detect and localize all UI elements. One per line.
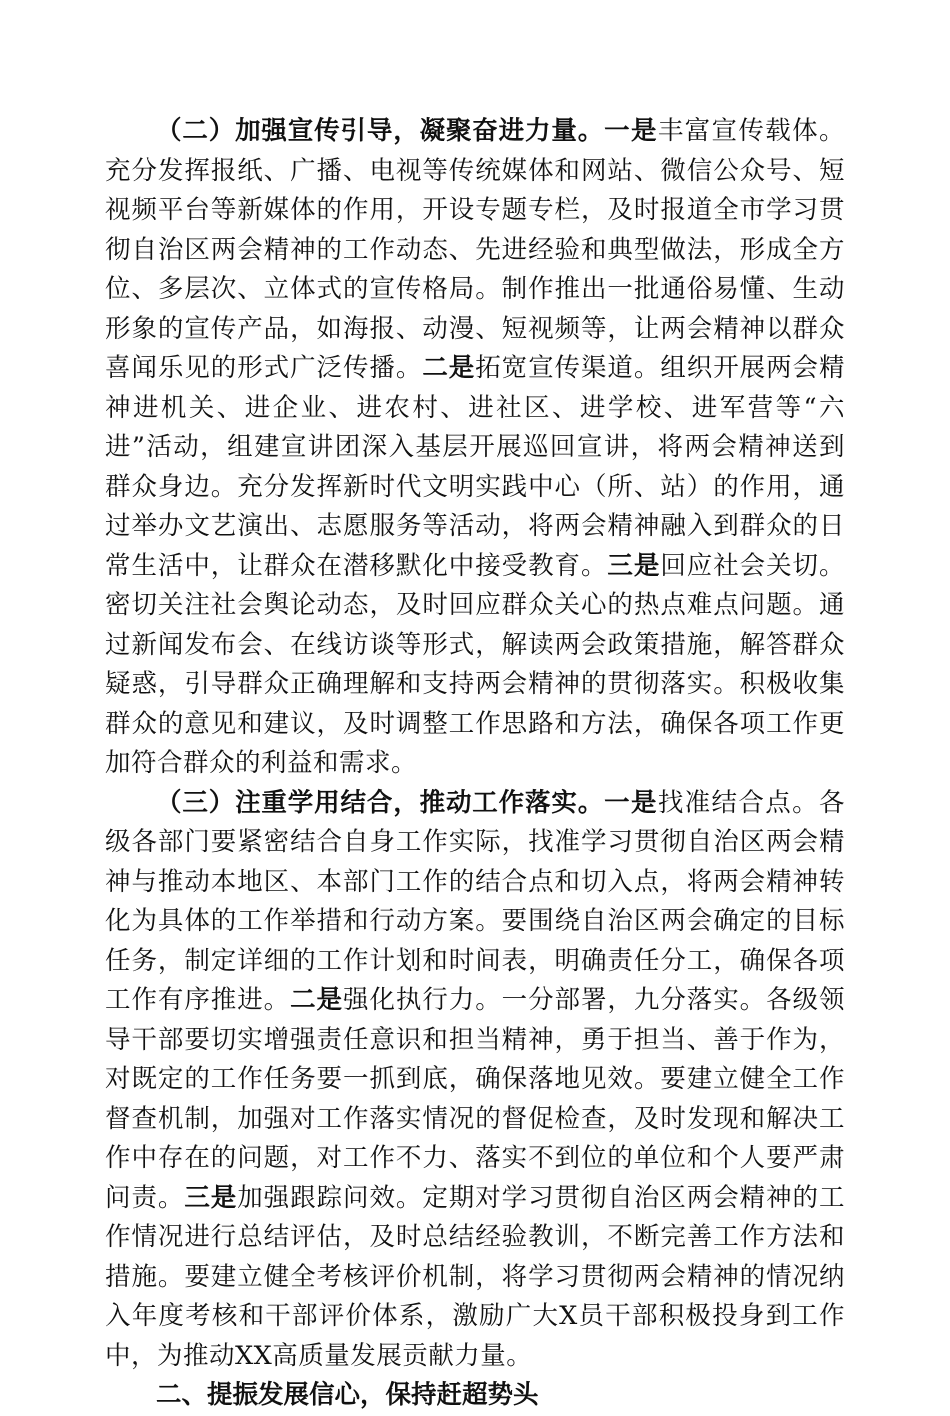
point-text-1: 丰富宣传载体。充分发挥报纸、广播、电视等传统媒体和网站、微信公众号、短视频平台等新媒体的作用，开设专题专栏，及时报道全市学习贯彻自治区两会精神的工作动态、先进经验和典型做法，形成全方位、多层次、立体式的宣传格局。制作推出一批通俗易懂、生动形象的宣传产品，如海报、动漫、短视频等，让两会精神以群众喜闻乐见的形式广泛传播。 [105, 116, 845, 383]
point-marker-2: 二是 [422, 353, 476, 383]
point-marker-3: 三是 [184, 1182, 238, 1213]
document-page [105, 112, 845, 1416]
section-heading [105, 1376, 845, 1416]
point-text-3: 回应社会关切。密切关注社会舆论动态，及时回应群众关心的热点难点问题。通过新闻发布会、在线访谈等形式，解读两会政策措施，解答群众疑惑，引导群众正确理解和支持两会精神的贯彻落实。积极收集群众的意见和建议，及时调整工作思路和方法，确保各项工作更加符合群众的利益和需求。 [105, 550, 845, 778]
point-marker-1: 一是 [604, 116, 658, 146]
point-text-2: 拓宽宣传渠道。组织开展两会精神进机关、进企业、进农村、进社区、进学校、进军营等“六进”活动，组建宣讲团深入基层开展巡回宣讲，将两会精神送到群众身边。充分发挥新时代文明实践中心（所、站）的作用，通过举办文艺演出、志愿服务等活动，将两会精神融入到群众的日常生活中，让群众在潜移默化中接受教育。 [105, 353, 845, 581]
point-marker-2: 二是 [290, 985, 343, 1015]
subheading-publicity: （二）加强宣传引导，凝聚奋进力量。 [156, 116, 605, 146]
point-marker-3: 三是 [607, 550, 661, 581]
point-text-1: 找准结合点。各级各部门要紧密结合自身工作实际，找准学习贯彻自治区两会精神与推动本地区、本部门工作的结合点和切入点，将两会精神转化为具体的工作举措和行动方案。要围绕自治区两会确定的目标任务，制定详细的工作计划和时间表，明确责任分工，确保各项工作有序推进。 [105, 787, 845, 1015]
paragraph-implementation [105, 784, 845, 1377]
point-text-2: 强化执行力。一分部署，九分落实。各级领导干部要切实增强责任意识和担当精神，勇于担当、善于作为，对既定的工作任务要一抓到底，确保落地见效。要建立健全工作督查机制，加强对工作落实情况的督促检查，及时发现和解决工作中存在的问题，对工作不力、落实不到位的单位和个人要严肃问责。 [105, 985, 845, 1213]
point-marker-1: 一是 [604, 787, 658, 818]
paragraph-publicity [105, 112, 845, 784]
subheading-implementation: （三）注重学用结合，推动工作落实。 [156, 787, 605, 818]
section-heading-text: 二、提振发展信心，保持赶超势头 [156, 1380, 539, 1410]
point-text-3: 加强跟踪问效。定期对学习贯彻自治区两会精神的工作情况进行总结评估，及时总结经验教训，不断完善工作方法和措施。要建立健全考核评价机制，将学习贯彻两会精神的情况纳入年度考核和干部评价体系，激励广大X员干部积极投身到工作中，为推动XX高质量发展贡献力量。 [105, 1182, 845, 1371]
